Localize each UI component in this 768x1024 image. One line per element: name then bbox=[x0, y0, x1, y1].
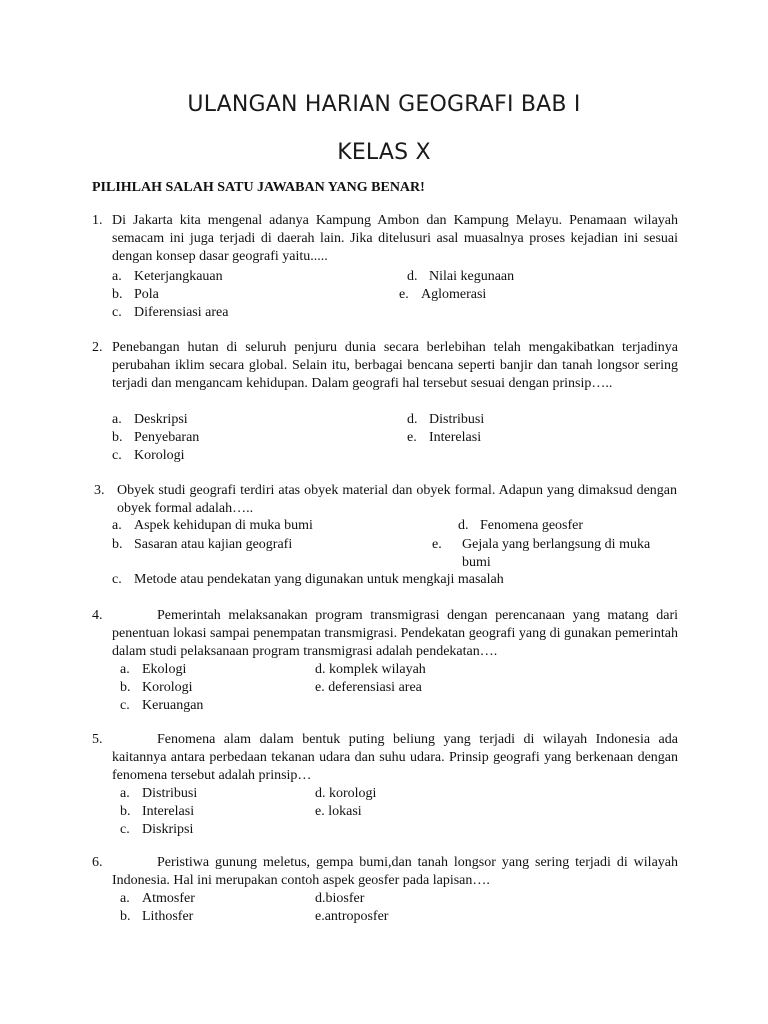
option-c[interactable]: c. Diskripsi bbox=[120, 822, 194, 837]
option-e[interactable]: e. deferensiasi area bbox=[315, 680, 422, 695]
option-a[interactable]: a. Ekologi bbox=[120, 662, 187, 677]
question-number: 6. bbox=[92, 855, 103, 870]
option-a[interactable]: a. Distribusi bbox=[120, 786, 198, 801]
question-text: Fenomena alam dalam bentuk puting beliung yang terjadi di wilayah Indonesia ada kaitannya antara perbedaan tekanan udara dan suhu udara. Prinsip geografi yang berkenaan dengan fenomena tersebut adalah prinsip… bbox=[112, 732, 678, 783]
option-d[interactable]: d. Distribusi bbox=[407, 412, 485, 427]
question-number: 1. bbox=[92, 213, 103, 228]
option-b[interactable]: b. Interelasi bbox=[120, 804, 195, 819]
question-3 bbox=[94, 482, 678, 592]
option-c[interactable]: c. Metode atau pendekatan yang digunakan untuk mengkaji masalah bbox=[112, 572, 504, 587]
question-number: 4. bbox=[92, 608, 103, 623]
option-b[interactable]: b. Korologi bbox=[120, 680, 193, 695]
question-text: Penebangan hutan di seluruh penjuru dunia secara berlebihan telah mengakibatkan terjadinya perubahan iklim secara global. Selain itu, berbagai bencana seperti banjir dan tanah longsor sering terjadi dan mengancam kehidupan. Dalam geografi hal tersebut sesuai dengan prinsip….. bbox=[112, 340, 678, 391]
option-e[interactable]: e. Gejala yang berlangsung di muka bumi bbox=[432, 537, 651, 570]
question-number: 3. bbox=[94, 483, 105, 498]
option-a[interactable]: a. Aspek kehidupan di muka bumi bbox=[112, 518, 313, 533]
option-a[interactable]: a. Keterjangkauan bbox=[112, 269, 223, 284]
option-c[interactable]: c. Diferensiasi area bbox=[112, 305, 229, 320]
option-d[interactable]: d. Fenomena geosfer bbox=[458, 518, 584, 533]
option-e[interactable]: e. Interelasi bbox=[407, 430, 482, 445]
instruction: PILIHLAH SALAH SATU JAWABAN YANG BENAR! bbox=[92, 180, 425, 195]
option-b[interactable]: b. Pola bbox=[112, 287, 159, 302]
question-6 bbox=[92, 854, 678, 934]
question-4 bbox=[92, 607, 678, 717]
option-d[interactable]: d.biosfer bbox=[315, 891, 365, 906]
option-e[interactable]: e. Aglomerasi bbox=[399, 287, 487, 302]
option-a[interactable]: a. Deskripsi bbox=[112, 412, 188, 427]
option-e[interactable]: e. lokasi bbox=[315, 804, 362, 819]
option-c[interactable]: c. Keruangan bbox=[120, 698, 204, 713]
question-number: 2. bbox=[92, 340, 103, 355]
page-title: ULANGAN HARIAN GEOGRAFI BAB I bbox=[187, 92, 581, 117]
question-text: Peristiwa gunung meletus, gempa bumi,dan tanah longsor yang sering terjadi di wilayah Indonesia. Hal ini merupakan contoh aspek geosfer pada lapisan…. bbox=[112, 855, 678, 888]
question-5 bbox=[92, 731, 678, 841]
question-2 bbox=[92, 339, 678, 469]
question-text: Pemerintah melaksanakan program transmigrasi dengan perencanaan yang matang dari penentuan lokasi sampai penempatan transmigrasi. Pendekatan geografi yang di gunakan pemerintah dalam studi pelaksanaan program transmigrasi adalah pendekatan…. bbox=[112, 608, 678, 659]
option-d[interactable]: d. Nilai kegunaan bbox=[407, 269, 515, 284]
question-1 bbox=[92, 212, 678, 322]
option-a[interactable]: a. Atmosfer bbox=[120, 891, 195, 906]
question-text: Di Jakarta kita mengenal adanya Kampung Ambon dan Kampung Melayu. Penamaan wilayah semacam ini juga terjadi di daerah lain. Jika ditelusuri asal muasalnya proses kejadian ini sesuai dengan konsep dasar geografi yaitu..... bbox=[112, 213, 678, 264]
option-e[interactable]: e.antroposfer bbox=[315, 909, 389, 924]
option-b[interactable]: b. Sasaran atau kajian geografi bbox=[112, 537, 293, 552]
option-b[interactable]: b. Penyebaran bbox=[112, 430, 200, 445]
option-c[interactable]: c. Korologi bbox=[112, 448, 185, 463]
option-b[interactable]: b. Lithosfer bbox=[120, 909, 194, 924]
question-number: 5. bbox=[92, 732, 103, 747]
option-d[interactable]: d. korologi bbox=[315, 786, 377, 801]
option-d[interactable]: d. komplek wilayah bbox=[315, 662, 426, 677]
question-text: Obyek studi geografi terdiri atas obyek material dan obyek formal. Adapun yang dimaksud dengan obyek formal adalah….. bbox=[117, 483, 677, 516]
class-subtitle: KELAS X bbox=[337, 140, 431, 165]
